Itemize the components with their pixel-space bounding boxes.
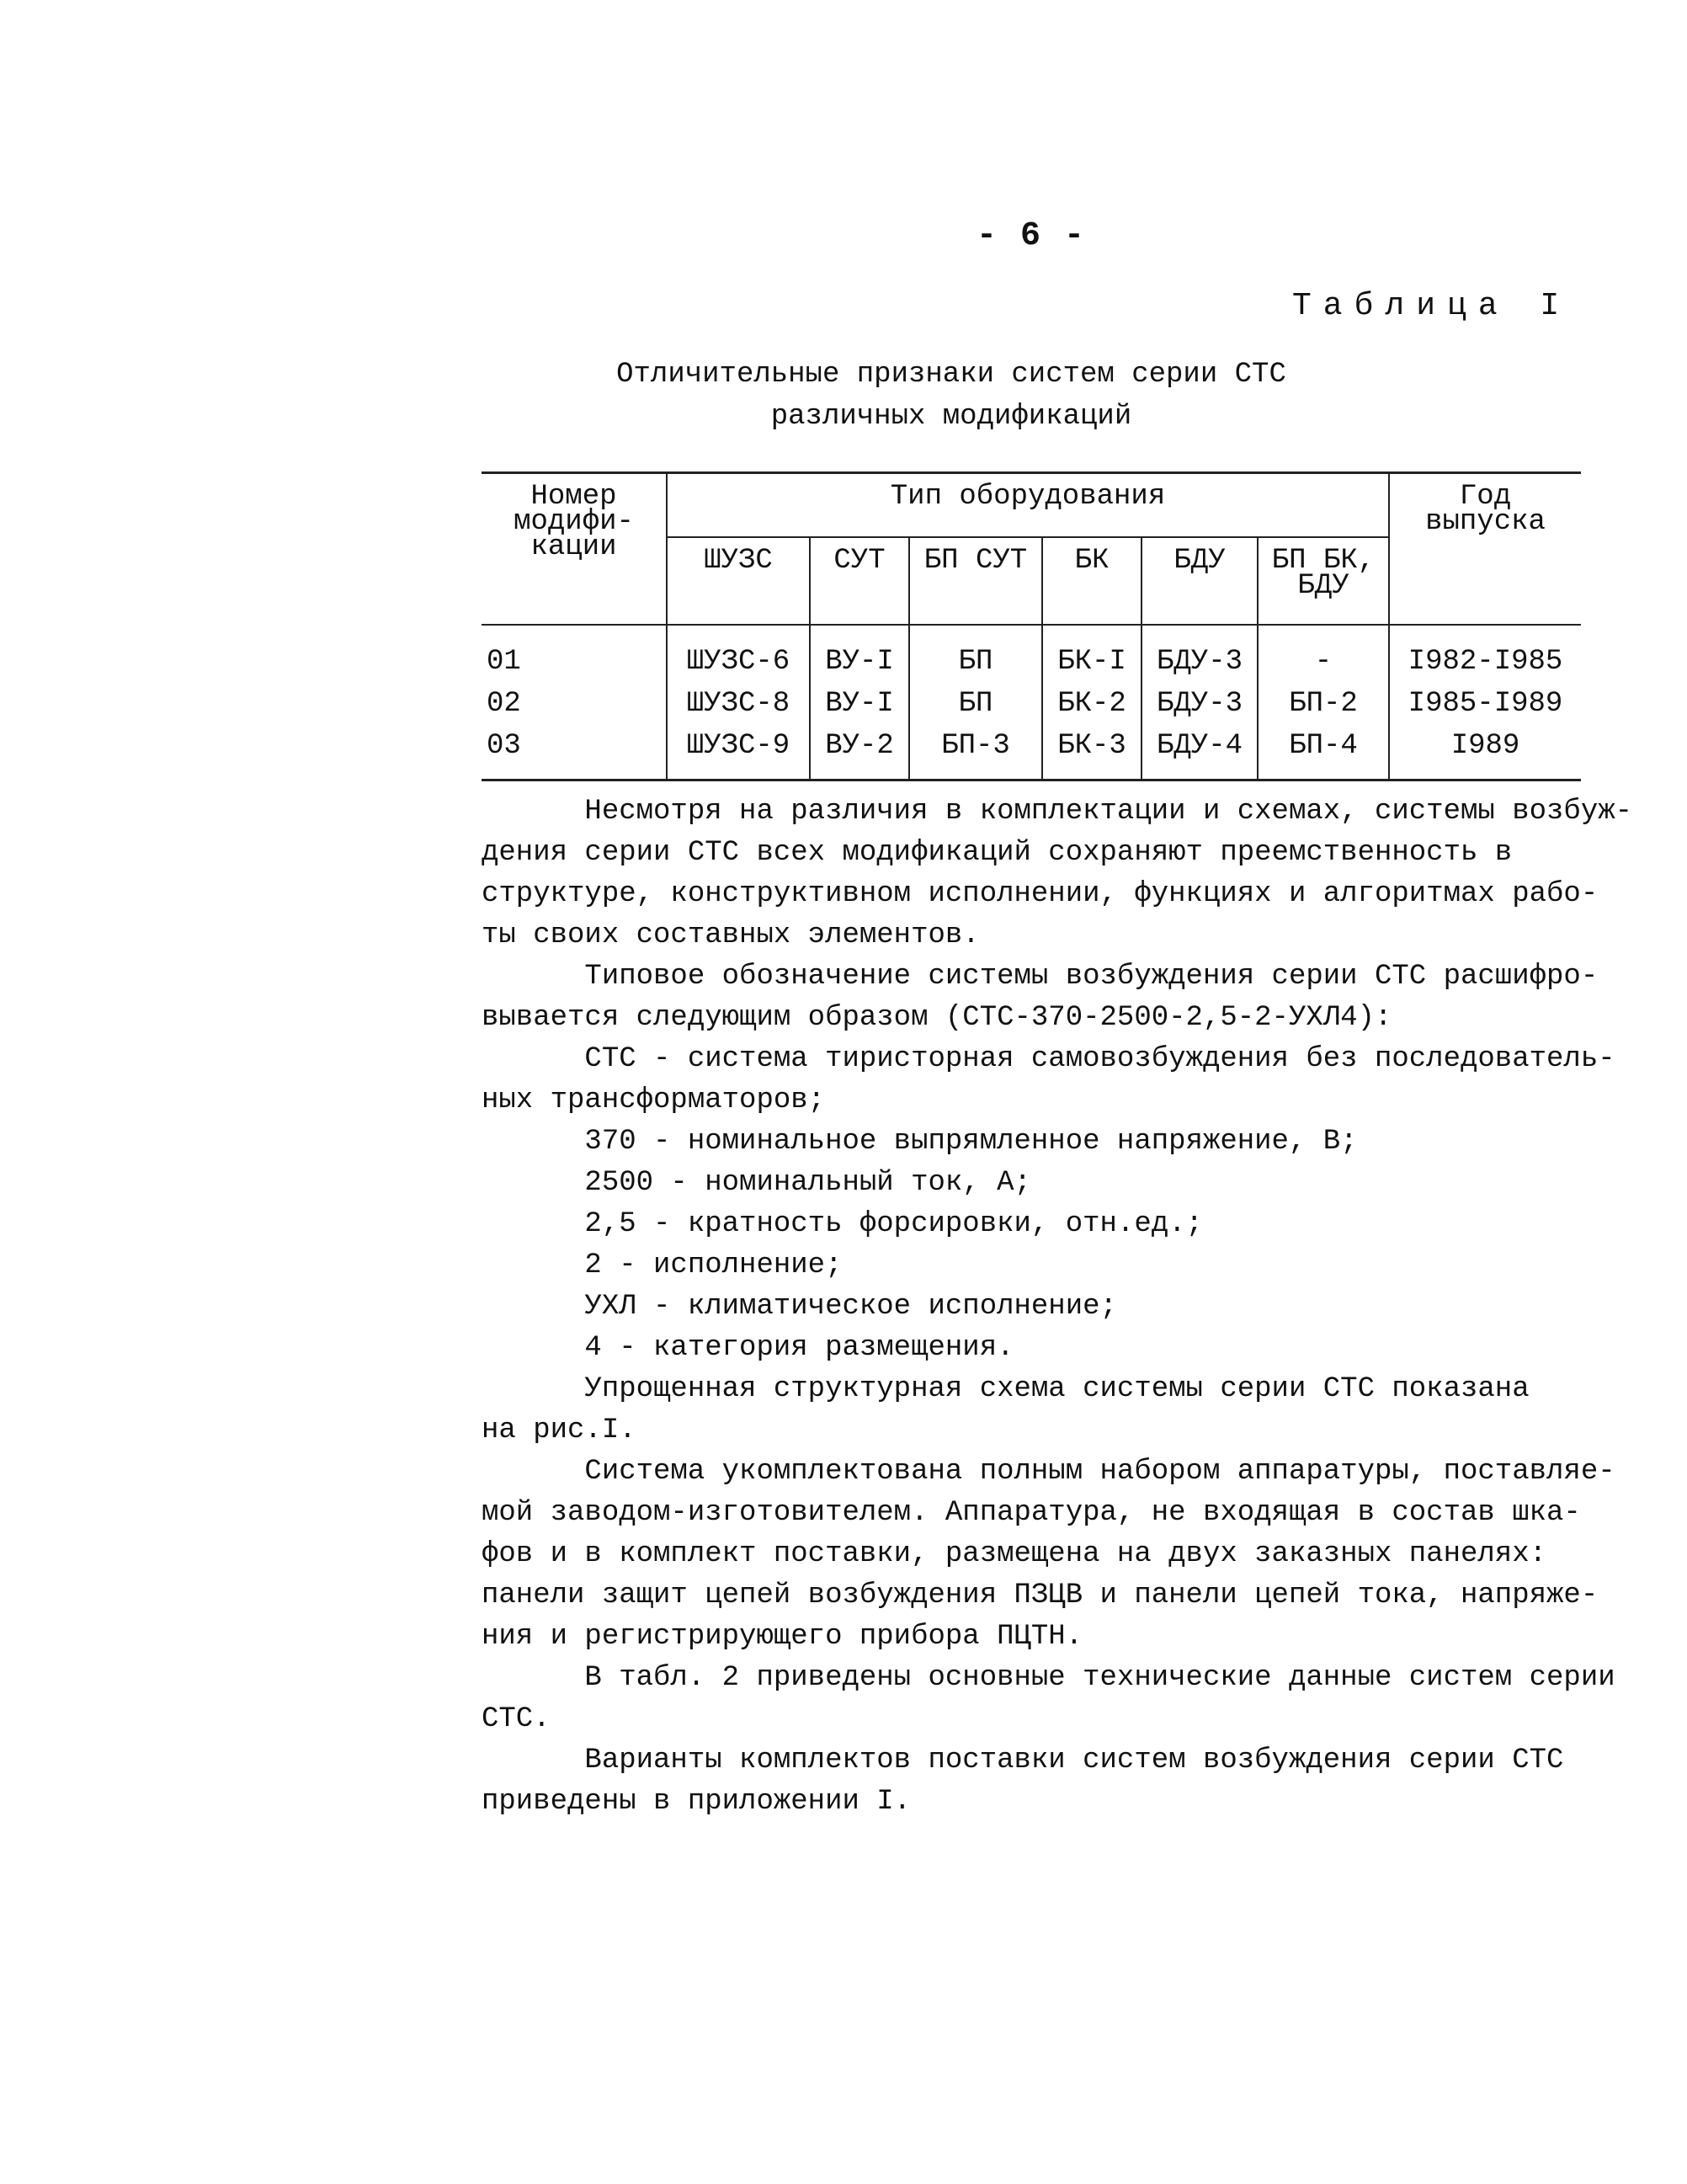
text-line: 2,5 - кратность форсировки, отн.ед.; bbox=[482, 1208, 1203, 1240]
modifications-table bbox=[482, 471, 1581, 781]
text-line: 370 - номинальное выпрямленное напряжение, В; bbox=[482, 1126, 1358, 1158]
table-cell: I982-I985 bbox=[1389, 625, 1581, 683]
table-cell: 01 bbox=[487, 646, 521, 678]
subheader-shuzs: ШУЗС bbox=[667, 537, 810, 625]
table-cell: 02 bbox=[487, 688, 521, 720]
table-cell: ШУЗС-8 bbox=[667, 683, 810, 725]
text-line: 4 - категория размещения. bbox=[482, 1332, 1014, 1364]
table-cell: ВУ-I bbox=[810, 625, 909, 683]
page-number: - 6 - bbox=[977, 217, 1087, 255]
table-row bbox=[482, 625, 1581, 683]
text-line: дения серии СТС всех модификаций сохраняют преемственность в bbox=[482, 837, 1513, 869]
table-cell: I985-I989 bbox=[1389, 683, 1581, 725]
table-cell: ВУ-I bbox=[810, 683, 909, 725]
text-line: ты своих составных элементов. bbox=[482, 919, 980, 951]
table-title-line2: различных модификаций bbox=[770, 401, 1132, 433]
text-line: Несмотря на различия в комплектации и схемах, системы возбуж- bbox=[482, 796, 1633, 828]
text-line: УХЛ - климатическое исполнение; bbox=[482, 1291, 1117, 1323]
subheader-bp-sut: БП СУТ bbox=[909, 537, 1042, 625]
subheader-bk: БК bbox=[1042, 537, 1142, 625]
text-line: фов и в комплект поставки, размещена на двух заказных панелях: bbox=[482, 1538, 1547, 1570]
text-line: Система укомплектована полным набором аппаратуры, поставляе- bbox=[482, 1456, 1615, 1488]
table-title-line1: Отличительные признаки систем серии СТС bbox=[616, 359, 1286, 391]
text-line: приведены в приложении I. bbox=[482, 1786, 912, 1818]
table-row bbox=[482, 683, 1581, 725]
table-label: Таблица I bbox=[1292, 288, 1572, 324]
table-cell: БДУ-3 bbox=[1142, 683, 1258, 725]
table-cell: БК-I bbox=[1042, 625, 1142, 683]
subheader-sut: СУТ bbox=[810, 537, 909, 625]
text-line: 2 - исполнение; bbox=[482, 1249, 843, 1281]
table-row bbox=[482, 725, 1581, 780]
table-cell: БП-4 bbox=[1258, 725, 1389, 780]
table-cell: БП-2 bbox=[1258, 683, 1389, 725]
text-line: вывается следующим образом (СТС-370-2500-2,5-2-УХЛ4): bbox=[482, 1002, 1392, 1034]
text-line: ных трансформаторов; bbox=[482, 1084, 826, 1116]
table-cell: ШУЗС-6 bbox=[667, 625, 810, 683]
header-year: Год выпуска bbox=[1389, 473, 1581, 626]
table-title bbox=[471, 354, 1431, 438]
table-cell: 03 bbox=[482, 725, 667, 780]
text-line: СТС - система тиристорная самовозбуждения без последователь- bbox=[482, 1043, 1615, 1075]
text-line: СТС. bbox=[482, 1703, 551, 1735]
text-line: Типовое обозначение системы возбуждения серии СТС расшифро- bbox=[482, 961, 1599, 993]
table-cell: БП-3 bbox=[909, 725, 1042, 780]
table-cell: БДУ-3 bbox=[1142, 625, 1258, 683]
table-cell: I989 bbox=[1389, 725, 1581, 780]
text-line: ния и регистрирующего прибора ПЦТН. bbox=[482, 1621, 1083, 1653]
table-cell: - bbox=[1258, 625, 1389, 683]
table-cell: БК-3 bbox=[1042, 725, 1142, 780]
body-text bbox=[482, 791, 1633, 1823]
text-line: Варианты комплектов поставки систем возбуждения серии СТС bbox=[482, 1745, 1564, 1776]
table-cell: БДУ-4 bbox=[1142, 725, 1258, 780]
table-cell: БП bbox=[909, 683, 1042, 725]
header-equipment-type: Тип оборудования bbox=[667, 473, 1389, 538]
table-cell: ШУЗС-9 bbox=[667, 725, 810, 780]
text-line: мой заводом-изготовителем. Аппаратура, не входящая в состав шка- bbox=[482, 1497, 1581, 1529]
table-cell: БП bbox=[909, 625, 1042, 683]
header-mod-number: Номер модифи-кации bbox=[482, 473, 667, 626]
subheader-bdu: БДУ bbox=[1142, 537, 1258, 625]
table-cell: ВУ-2 bbox=[810, 725, 909, 780]
text-line: Упрощенная структурная схема системы серии СТС показана bbox=[482, 1373, 1530, 1405]
text-line: В табл. 2 приведены основные технические данные систем серии bbox=[482, 1662, 1615, 1694]
subheader-bp-bk-bdu: БП БК, БДУ bbox=[1258, 537, 1389, 625]
text-line: 2500 - номинальный ток, А; bbox=[482, 1167, 1031, 1199]
text-line: панели защит цепей возбуждения ПЗЦВ и панели цепей тока, напряже- bbox=[482, 1579, 1599, 1611]
text-line: структуре, конструктивном исполнении, функциях и алгоритмах рабо- bbox=[482, 878, 1599, 910]
text-line: на рис.I. bbox=[482, 1414, 636, 1446]
table-cell: БК-2 bbox=[1042, 683, 1142, 725]
